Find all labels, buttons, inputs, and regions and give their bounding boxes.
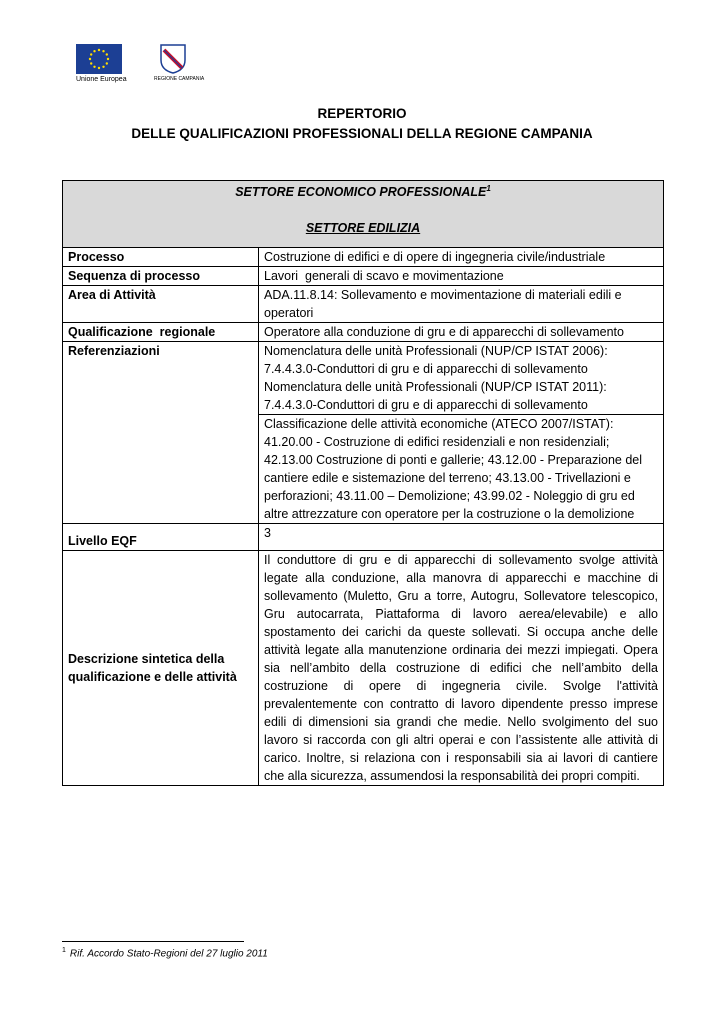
nup-2006-title: Nomenclatura delle unità Professionali (NUP/CP ISTAT 2006): [264, 344, 608, 358]
eqf-label: Livello EQF [63, 524, 259, 551]
settore-edilizia-label: SETTORE EDILIZIA [305, 221, 421, 235]
table-row-eqf [63, 524, 664, 551]
qualification-table [62, 180, 664, 786]
table-row-qualificazione [63, 323, 664, 342]
settore-economico-text: SETTORE ECONOMICO PROFESSIONALE [235, 185, 487, 199]
footnote-text: Rif. Accordo Stato-Regioni del 27 luglio 2011 [69, 948, 268, 960]
settore-economico-label [68, 181, 658, 201]
table-row-area [63, 286, 664, 323]
sequenza-value: Lavori generali di scavo e movimentazione [259, 267, 664, 286]
table-row-descrizione [63, 551, 664, 786]
ateco-value: Classificazione delle attività economiche (ATECO 2007/ISTAT): 41.20.00 - Costruzione di edifici residenziali e non residenziali; 42.13.00 Costruzione di ponti e gallerie; 43.12.00 - Preparazione del cantiere edile e sistemazione del terreno; 43.13.00 - Trivellazioni e perforazioni; 43.11.00 – Demolizione; 43.99.02 - Noleggio di gru ed altre attrezzature con operatore per la costruzione o la demolizione [259, 415, 664, 524]
footnote-reference[interactable]: 1 [486, 183, 491, 193]
nup-2011-title: Nomenclatura delle unità Professionali (NUP/CP ISTAT 2011): [264, 380, 607, 394]
area-value: ADA.11.8.14: Sollevamento e movimentazione di materiali edili e operatori [259, 286, 664, 323]
descrizione-label: Descrizione sintetica della qualificazione e delle attività [63, 551, 259, 786]
document-title: REPERTORIO [317, 106, 407, 121]
eu-logo [76, 44, 127, 90]
nup-2006-value: 7.4.4.3.0-Conduttori di gru e di apparecchi di sollevamento [264, 362, 588, 376]
eu-flag-icon [76, 44, 122, 74]
referenziazioni-nup-cell [259, 342, 664, 415]
regione-campania-caption: REGIONE CAMPANIA [154, 76, 205, 82]
settore-header-cell [63, 181, 664, 248]
processo-label: Processo [63, 248, 259, 267]
table-row-referenziazioni [63, 342, 664, 415]
area-label: Area di Attività [63, 286, 259, 323]
regione-campania-shield-icon [160, 44, 186, 74]
table-header-row [63, 181, 664, 248]
referenziazioni-label: Referenziazioni [63, 342, 259, 524]
eu-flag-background [76, 44, 122, 74]
footnote [62, 947, 268, 959]
processo-value: Costruzione di edifici e di opere di ingegneria civile/industriale [259, 248, 664, 267]
table-row-sequenza [63, 267, 664, 286]
qualificazione-label: Qualificazione regionale [63, 323, 259, 342]
descrizione-value: Il conduttore di gru e di apparecchi di sollevamento svolge attività legate alla conduzione, alla manovra di apparecchi e macchine di sollevamento (Muletto, Gru a torre, Autogru, Sollevatore telescopico, Gru autocarrata, Piattaforma di lavoro aerea/elevabile) e allo spostamento dei carichi da queste sollevati. Si occupa anche delle attività legate alla manutenzione ordinaria dei mezzi impiegati. Opera sia nell’ambito della costruzione di edifici che nell’ambito della costruzione di opere di ingegneria civile. Svolge l'attività prevalentemente con contratto di lavoro dipendente presso imprese edili di dimensioni sia grandi che medie. Nello svolgimento del suo lavoro si raccorda con gli altri operai e con l’assistente alle attività di carico. Inoltre, si relaziona con i responsabili sia ai lavori di cantiere che alla sicurezza, assumendosi la responsabilità dei propri compiti. [259, 551, 664, 786]
footnote-separator [62, 941, 244, 942]
footnote-number: 1 [62, 947, 66, 954]
table-row-processo [63, 248, 664, 267]
eu-caption: Unione Europea [76, 76, 127, 83]
qualificazione-value: Operatore alla conduzione di gru e di apparecchi di sollevamento [259, 323, 664, 342]
eqf-value: 3 [259, 524, 664, 551]
regione-campania-logo [154, 44, 205, 90]
document-subtitle: DELLE QUALIFICAZIONI PROFESSIONALI DELLA REGIONE CAMPANIA [131, 126, 593, 141]
sequenza-label: Sequenza di processo [63, 267, 259, 286]
nup-2011-value: 7.4.4.3.0-Conduttori di gru e di apparecchi di sollevamento [264, 398, 588, 412]
